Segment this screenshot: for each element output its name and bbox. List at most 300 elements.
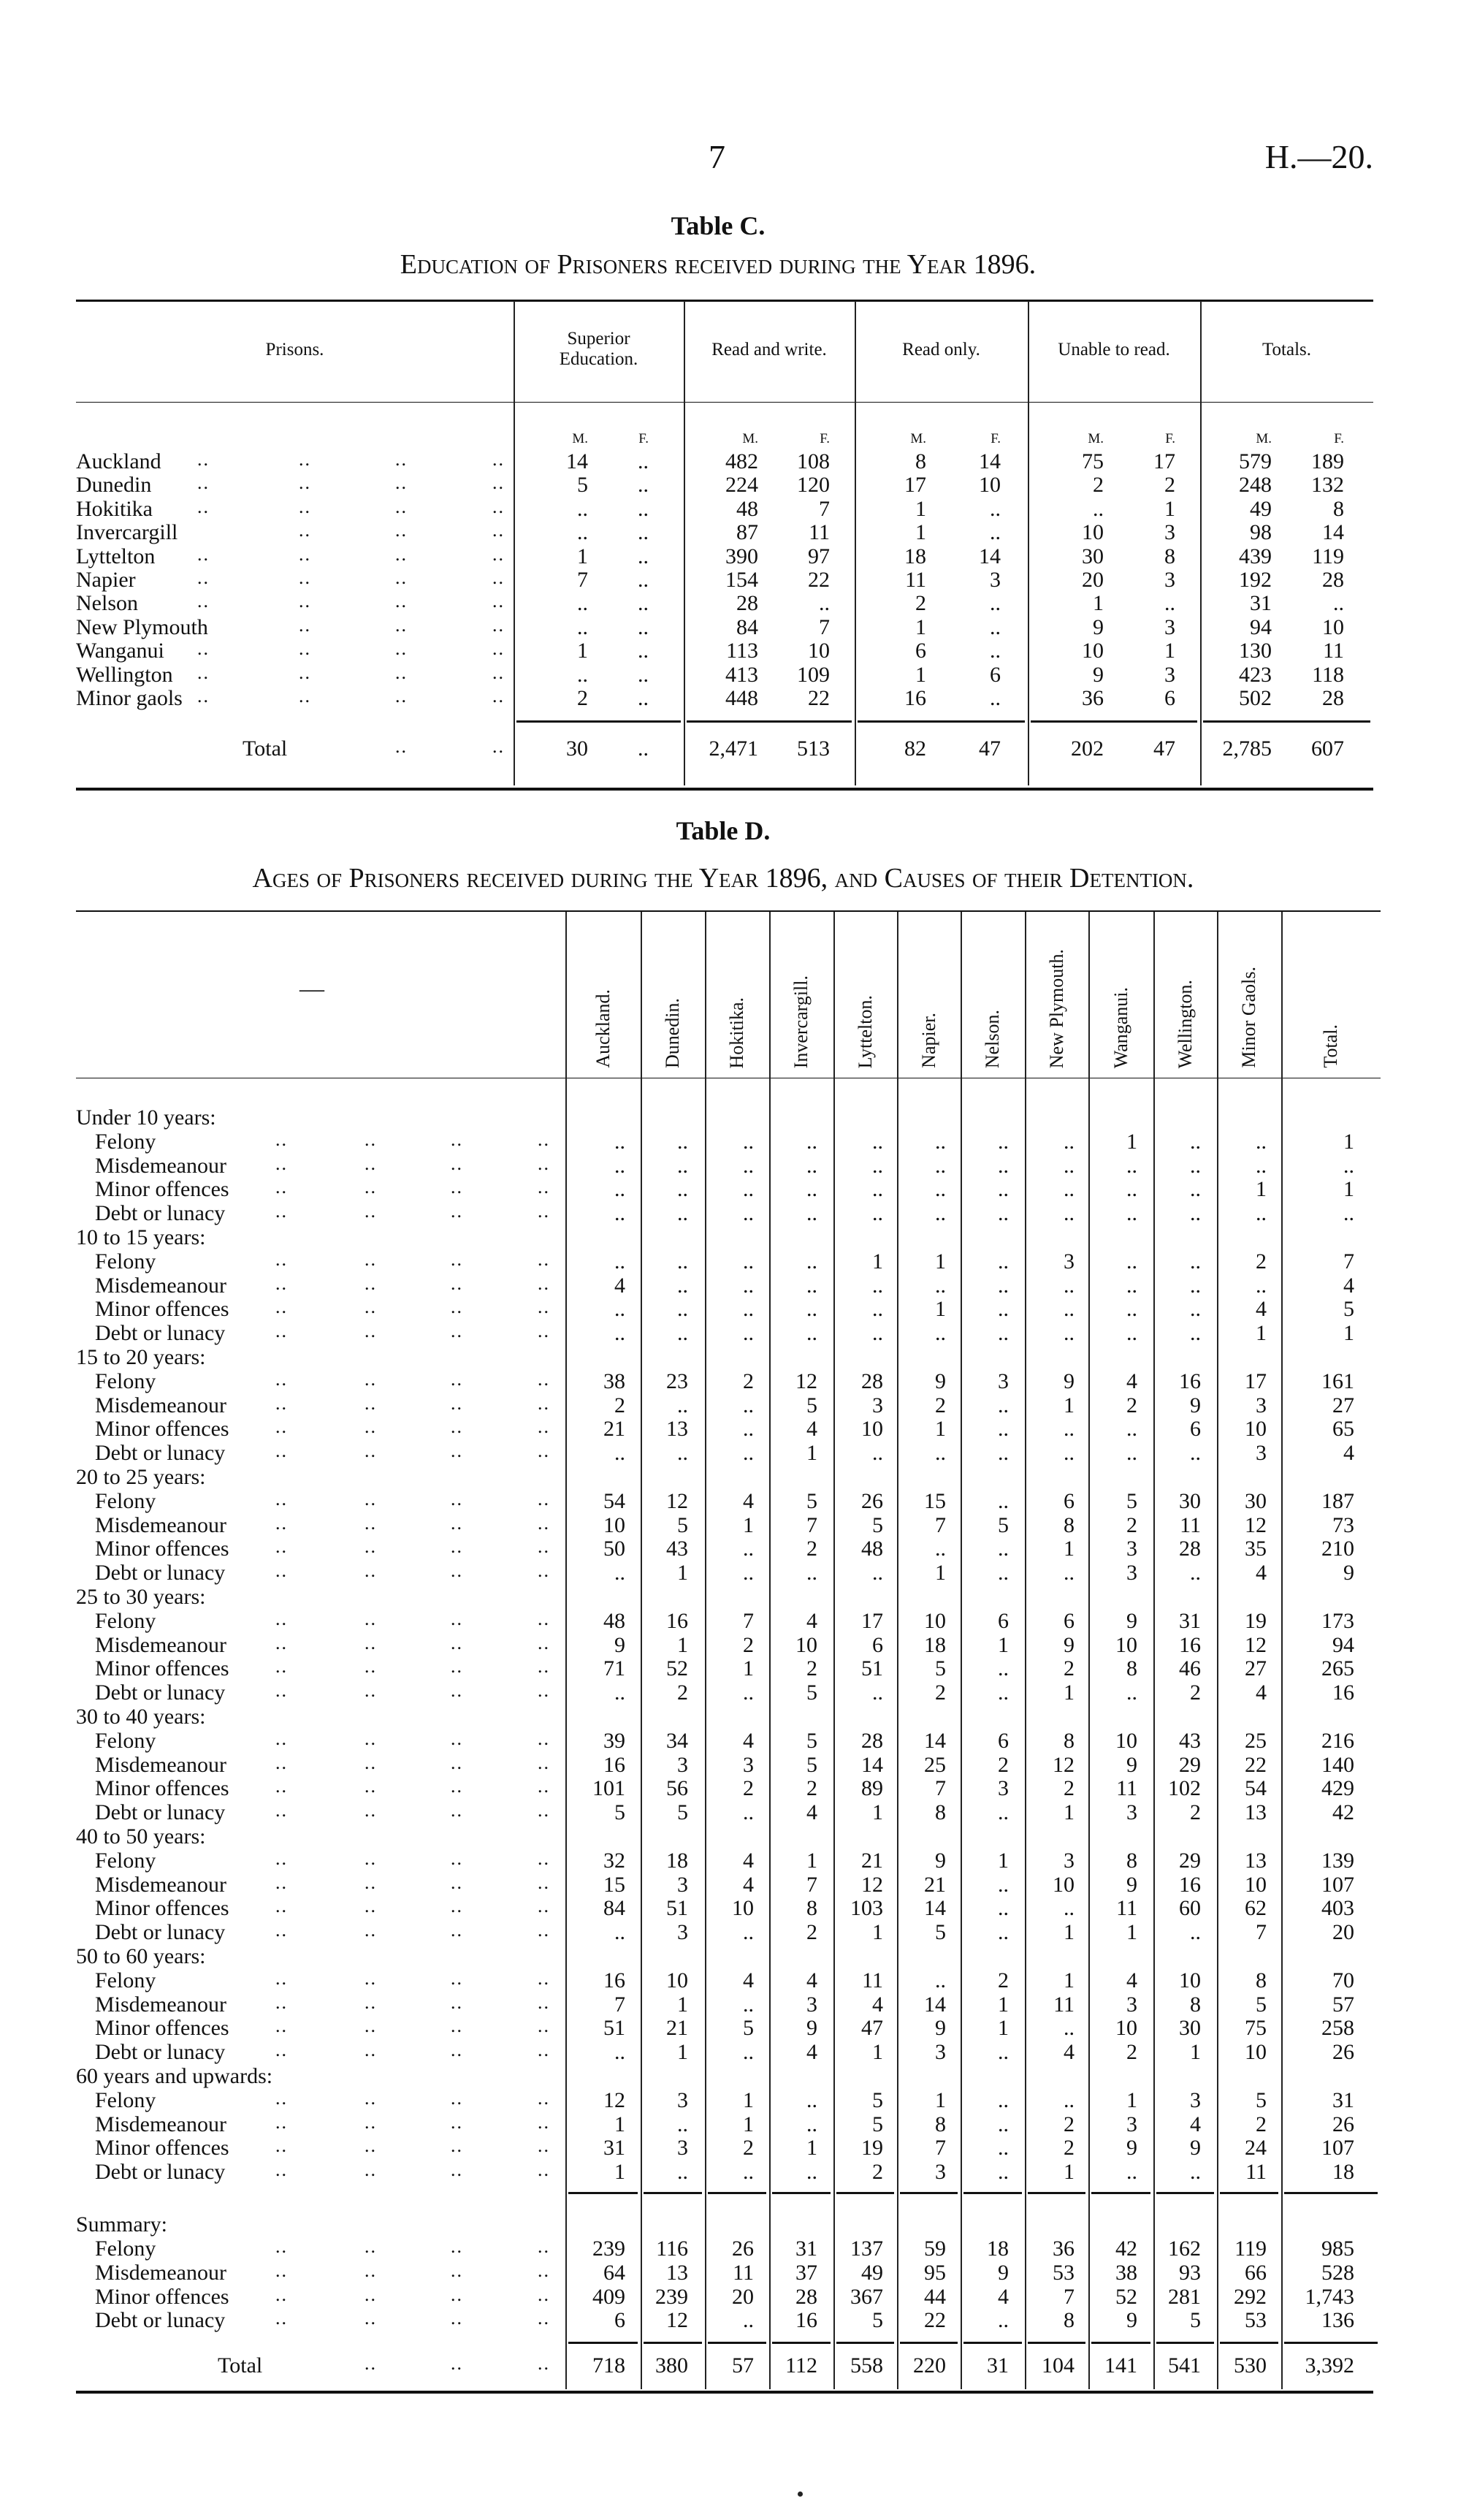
cell-value: 390 [725, 544, 758, 568]
summary-separator [1220, 2192, 1278, 2194]
cell-value: 265 [1321, 1656, 1354, 1681]
cell-value: 448 [725, 686, 758, 710]
cell-value: .. [998, 1896, 1009, 1921]
cell-value: .. [998, 1680, 1009, 1705]
leader-dots [538, 1439, 550, 1463]
leader-dots [275, 1870, 288, 1895]
leader-dots [451, 1534, 463, 1559]
leader-dots [538, 2258, 550, 2283]
cell-value: .. [677, 1297, 688, 1322]
column-divider [1281, 912, 1283, 2389]
cell-value: 530 [1234, 2353, 1267, 2378]
cell-value: .. [998, 1537, 1009, 1561]
cell-value: 3 [872, 1393, 883, 1417]
leader-dots [275, 1175, 288, 1200]
cell-value: 1 [1190, 2040, 1201, 2065]
leader-dots [538, 2234, 550, 2259]
leader-dots [451, 1607, 463, 1632]
leader-dots [395, 613, 408, 638]
offence-label: Minor offences [95, 1896, 229, 1921]
cell-value: 32 [603, 1848, 625, 1873]
cell-value: 216 [1321, 1728, 1354, 1753]
leader-dots [538, 1918, 550, 1943]
cell-value: 13 [666, 2260, 688, 2285]
cell-value: .. [743, 1537, 754, 1561]
cell-value: 1 [1064, 1968, 1075, 1992]
cell-value: 1 [915, 496, 926, 521]
cell-value: 482 [725, 449, 758, 473]
cell-value: 11 [809, 520, 830, 545]
cell-value: 12 [861, 1872, 883, 1897]
cell-value: .. [990, 614, 1001, 639]
cell-value: .. [806, 2112, 817, 2136]
offence-label: Felony [95, 1129, 156, 1154]
age-group-label: 40 to 50 years: [76, 1824, 206, 1849]
summary-separator [1284, 2192, 1378, 2194]
leader-dots [364, 1415, 377, 1439]
leader-dots [364, 1631, 377, 1656]
cell-value: 89 [861, 1776, 883, 1801]
leader-dots [538, 1487, 550, 1512]
cell-value: .. [1190, 1177, 1201, 1202]
cell-value: 8 [915, 449, 926, 473]
cell-value: .. [638, 568, 649, 592]
leader-dots [364, 1846, 377, 1871]
cell-value: 2 [743, 1369, 754, 1393]
leader-dots [451, 1990, 463, 2015]
cell-value: .. [743, 2160, 754, 2185]
leader-dots [275, 1966, 288, 1991]
cell-value: 48 [736, 496, 758, 521]
cell-value: 48 [603, 1608, 625, 1633]
column-divider [833, 912, 835, 2389]
column-header-invercargill: Invercargill. [790, 975, 812, 1068]
cell-value: .. [614, 1920, 625, 1945]
cell-value: 1 [577, 639, 588, 663]
sex-label: F. [991, 431, 1001, 446]
cell-value: .. [677, 1153, 688, 1178]
cell-value: 985 [1321, 2237, 1354, 2261]
cell-value: 44 [924, 2284, 946, 2309]
cell-value: 119 [1312, 544, 1344, 568]
cell-value: .. [806, 1561, 817, 1586]
leader-dots [395, 471, 408, 495]
leader-dots [538, 1391, 550, 1416]
cell-value: 4 [1343, 1273, 1354, 1298]
cell-value: 4 [1256, 1297, 1267, 1322]
cell-value: .. [806, 1177, 817, 1202]
leader-dots [299, 495, 311, 519]
cell-value: 42 [1115, 2237, 1137, 2261]
cell-value: 84 [603, 1896, 625, 1921]
leader-dots [538, 2038, 550, 2063]
cell-value: 2 [1093, 473, 1104, 498]
cell-value: 1,743 [1305, 2284, 1354, 2309]
cell-value: .. [614, 1153, 625, 1178]
cell-value: 2 [1126, 2040, 1137, 2065]
cell-value: 4 [806, 1800, 817, 1825]
cell-value: .. [577, 520, 588, 545]
leader-dots [538, 2133, 550, 2158]
cell-value: 31 [795, 2237, 817, 2261]
cell-value: 3 [998, 1369, 1009, 1393]
cell-value: 52 [666, 1656, 688, 1681]
cell-value: 10 [979, 473, 1001, 498]
cell-value: 2 [935, 1680, 946, 1705]
offence-label: Debt or lunacy [95, 1321, 226, 1346]
column-group-header: Superior Education. [559, 329, 638, 369]
offence-label: Felony [95, 1488, 156, 1513]
cell-value: .. [743, 1393, 754, 1417]
cell-value: 2 [806, 1656, 817, 1681]
cell-value: .. [638, 614, 649, 639]
cell-value: 21 [603, 1417, 625, 1442]
cell-value: 10 [1245, 1872, 1267, 1897]
cell-value: .. [743, 1441, 754, 1466]
cell-value: 1 [872, 1800, 883, 1825]
leader-dots [275, 2038, 288, 2063]
cell-value: 607 [1311, 736, 1344, 761]
cell-value: .. [935, 1153, 946, 1178]
cell-value: 3 [677, 2087, 688, 2112]
cell-value: .. [998, 2112, 1009, 2136]
cell-value: 10 [1245, 2040, 1267, 2065]
leader-dots [364, 2086, 377, 2111]
leader-dots [364, 2306, 377, 2331]
age-group-label: 15 to 20 years: [76, 1345, 206, 1369]
leader-dots [492, 589, 505, 614]
cell-value: .. [1064, 1896, 1075, 1921]
leader-dots [538, 1870, 550, 1895]
leader-dots [538, 1199, 550, 1224]
leader-dots [275, 2110, 288, 2135]
age-group-label: 60 years and upwards: [76, 2064, 273, 2088]
leader-dots [299, 661, 311, 685]
leader-dots [364, 1391, 377, 1416]
cell-value: 367 [850, 2284, 883, 2309]
leader-dots [395, 566, 408, 590]
offence-label: Felony [95, 1369, 156, 1393]
cell-value: .. [1126, 1321, 1137, 1346]
cell-value: .. [998, 1249, 1009, 1274]
cell-value: 1 [614, 2160, 625, 2185]
leader-dots [451, 1151, 463, 1176]
cell-value: 3 [1126, 1800, 1137, 1825]
cell-value: 3 [806, 1992, 817, 2017]
cell-value: 13 [666, 1417, 688, 1442]
cell-value: .. [1256, 1153, 1267, 1178]
cell-value: 57 [1332, 1992, 1354, 2017]
leader-dots [364, 2234, 377, 2259]
leader-dots [538, 1558, 550, 1583]
leader-dots [492, 566, 505, 590]
cell-value: .. [638, 496, 649, 521]
cell-value: 7 [1343, 1249, 1354, 1274]
cell-value: 3 [1126, 1537, 1137, 1561]
cell-value: 4 [743, 1872, 754, 1897]
cell-value: 21 [924, 1872, 946, 1897]
cell-value: .. [1190, 1153, 1201, 1178]
cell-value: 4 [1126, 1369, 1137, 1393]
cell-value: 18 [666, 1848, 688, 1873]
cell-value: 6 [1190, 1417, 1201, 1442]
leader-dots [299, 542, 311, 567]
cell-value: 2 [806, 1920, 817, 1945]
cell-value: 1 [1256, 1177, 1267, 1202]
leader-dots [275, 1391, 288, 1416]
sex-label: M. [1088, 431, 1104, 446]
cell-value: .. [743, 1249, 754, 1274]
leader-dots [538, 1966, 550, 1991]
cell-value: .. [998, 1153, 1009, 1178]
cell-value: 139 [1321, 1848, 1354, 1873]
cell-value: .. [614, 1201, 625, 1226]
cell-value: 4 [998, 2284, 1009, 2309]
offence-label: Minor offences [95, 2136, 229, 2161]
cell-value: 9 [1190, 1393, 1201, 1417]
table-c-header-rule [76, 402, 1373, 403]
cell-value: 38 [603, 1369, 625, 1393]
cell-value: .. [998, 1201, 1009, 1226]
leader-dots [492, 661, 505, 685]
leader-dots [364, 1534, 377, 1559]
cell-value: 5 [806, 1393, 817, 1417]
offence-label: Minor offences [95, 1417, 229, 1442]
cell-value: 1 [1343, 1177, 1354, 1202]
cell-value: 2 [743, 2136, 754, 2161]
cell-value: 31 [987, 2353, 1009, 2378]
cell-value: 1 [935, 1249, 946, 1274]
cell-value: 10 [1082, 639, 1104, 663]
leader-dots [451, 1798, 463, 1823]
leader-dots [275, 2158, 288, 2182]
cell-value: 5 [677, 1512, 688, 1537]
leader-dots [538, 1846, 550, 1871]
leader-dots [299, 447, 311, 472]
column-divider [769, 912, 771, 2389]
cell-value: 162 [1168, 2237, 1201, 2261]
cell-value: .. [935, 1321, 946, 1346]
cell-value: 9 [1093, 614, 1104, 639]
cell-value: 51 [666, 1896, 688, 1921]
total-separator [963, 2342, 1022, 2344]
cell-value: 34 [666, 1728, 688, 1753]
cell-value: 1 [614, 2112, 625, 2136]
leader-dots [364, 1367, 377, 1392]
cell-value: 29 [1179, 1848, 1201, 1873]
total-separator [836, 2342, 894, 2344]
cell-value: 5 [806, 1680, 817, 1705]
cell-value: .. [806, 1273, 817, 1298]
cell-value: .. [998, 1177, 1009, 1202]
cell-value: 5 [614, 1800, 625, 1825]
cell-value: 22 [1245, 1752, 1267, 1777]
cell-value: 14 [924, 1896, 946, 1921]
leader-dots [538, 1654, 550, 1679]
cell-value: 2 [1164, 473, 1175, 498]
leader-dots [197, 636, 210, 661]
column-divider [897, 912, 898, 2389]
cell-value: 16 [904, 686, 926, 710]
cell-value: .. [743, 1992, 754, 2017]
column-divider [1028, 301, 1029, 785]
prison-name: Napier [76, 568, 136, 592]
cell-value: 10 [924, 1608, 946, 1633]
cell-value: .. [677, 1201, 688, 1226]
cell-value: 2 [935, 1393, 946, 1417]
cell-value: 28 [1322, 568, 1344, 592]
cell-value: 5 [806, 1728, 817, 1753]
column-group-header: Read and write. [711, 340, 827, 359]
corner-dash: — [299, 975, 324, 1002]
table-c-subtitle: Education of Prisoners received during the Year 1896. [400, 249, 1037, 280]
table-c-bottom-rule [76, 788, 1373, 791]
cell-value: .. [638, 520, 649, 545]
sex-label: F. [1334, 431, 1344, 446]
cell-value: 1 [1126, 1129, 1137, 1154]
cell-value: 49 [1250, 496, 1272, 521]
cell-value: 4 [1126, 1968, 1137, 1992]
leader-dots [395, 447, 408, 472]
cell-value: .. [998, 2087, 1009, 2112]
cell-value: .. [872, 1177, 883, 1202]
cell-value: 12 [666, 1488, 688, 1513]
cell-value: 57 [732, 2353, 754, 2378]
cell-value: .. [935, 1441, 946, 1466]
column-header-lyttelton: Lyttelton. [854, 994, 876, 1068]
cell-value: 107 [1321, 1872, 1354, 1897]
cell-value: 9 [806, 2016, 817, 2041]
cell-value: .. [935, 1129, 946, 1154]
cell-value: 75 [1245, 2016, 1267, 2041]
leader-dots [492, 471, 505, 495]
offence-label: Minor offences [95, 1177, 229, 1202]
cell-value: 18 [924, 1632, 946, 1657]
cell-value: 11 [1180, 1512, 1201, 1537]
cell-value: .. [806, 1297, 817, 1322]
leader-dots [275, 1751, 288, 1775]
cell-value: 192 [1239, 568, 1272, 592]
leader-dots [197, 589, 210, 614]
prison-name: Wellington [76, 662, 173, 687]
cell-value: 52 [1115, 2284, 1137, 2309]
leader-dots [364, 1990, 377, 2015]
cell-value: .. [1064, 2016, 1075, 2041]
cell-value: 9 [935, 1848, 946, 1873]
cell-value: .. [872, 1441, 883, 1466]
cell-value: .. [998, 1321, 1009, 1346]
leader-dots [492, 495, 505, 519]
cell-value: 3,392 [1305, 2353, 1354, 2378]
column-divider [1025, 912, 1026, 2389]
leader-dots [364, 1894, 377, 1919]
cell-value: .. [743, 1201, 754, 1226]
cell-value: 4 [614, 1273, 625, 1298]
cell-value: 2 [1126, 1512, 1137, 1537]
cell-value: .. [806, 1153, 817, 1178]
cell-value: 21 [861, 1848, 883, 1873]
cell-value: 42 [1332, 1800, 1354, 1825]
cell-value: 210 [1321, 1537, 1354, 1561]
cell-value: 17 [1153, 449, 1175, 473]
cell-value: 8 [1164, 544, 1175, 568]
cell-value: 13 [1245, 1848, 1267, 1873]
cell-value: 1 [1064, 2160, 1075, 2185]
summary-separator [772, 2192, 831, 2194]
cell-value: .. [1190, 1249, 1201, 1274]
cell-value: .. [990, 639, 1001, 663]
cell-value: 1 [872, 1920, 883, 1945]
cell-value: 281 [1168, 2284, 1201, 2309]
cell-value: .. [638, 736, 649, 761]
summary-separator [1156, 2192, 1214, 2194]
leader-dots [275, 1319, 288, 1344]
cell-value: 4 [806, 1417, 817, 1442]
cell-value: 6 [998, 1608, 1009, 1633]
leader-dots [364, 1751, 377, 1775]
cell-value: 12 [603, 2087, 625, 2112]
cell-value: 65 [1332, 1417, 1354, 1442]
cell-value: 5 [806, 1752, 817, 1777]
cell-value: .. [998, 2308, 1009, 2333]
cell-value: 4 [1256, 1561, 1267, 1586]
cell-value: 15 [924, 1488, 946, 1513]
leader-dots [299, 518, 311, 543]
leader-dots [275, 1727, 288, 1751]
cell-value: 108 [797, 449, 830, 473]
cell-value: 38 [1115, 2260, 1137, 2285]
cell-value: 3 [1256, 1441, 1267, 1466]
cell-value: .. [806, 1249, 817, 1274]
leader-dots [451, 2351, 463, 2376]
column-divider [855, 301, 856, 785]
leader-dots [275, 1271, 288, 1296]
cell-value: 8 [1064, 2308, 1075, 2333]
cell-value: 14 [861, 1752, 883, 1777]
leader-dots [275, 1631, 288, 1656]
leader-dots [492, 684, 505, 709]
cell-value: 47 [979, 736, 1001, 761]
cell-value: .. [998, 1561, 1009, 1586]
sex-label: M. [572, 431, 588, 446]
cell-value: 3 [1126, 1992, 1137, 2017]
leader-dots [275, 1487, 288, 1512]
cell-value: .. [1126, 1177, 1137, 1202]
cell-value: 3 [1164, 614, 1175, 639]
cell-value: 30 [1179, 1488, 1201, 1513]
cell-value: 9 [1064, 1369, 1075, 1393]
cell-value: 49 [861, 2260, 883, 2285]
cell-value: .. [1190, 1129, 1201, 1154]
cell-value: 239 [592, 2237, 625, 2261]
leader-dots [451, 2306, 463, 2331]
leader-dots [451, 2258, 463, 2283]
cell-value: 1 [935, 2087, 946, 2112]
leader-dots [538, 1415, 550, 1439]
leader-dots [299, 471, 311, 495]
total-separator [900, 2342, 958, 2344]
cell-value: 5 [743, 2016, 754, 2041]
cell-value: 8 [1333, 496, 1344, 521]
cell-value: .. [1190, 1321, 1201, 1346]
cell-value: .. [1126, 1441, 1137, 1466]
cell-value: 28 [1322, 686, 1344, 710]
cell-value: 1 [806, 1848, 817, 1873]
leader-dots [451, 1487, 463, 1512]
cell-value: 7 [743, 1608, 754, 1633]
cell-value: 103 [850, 1896, 883, 1921]
leader-dots [364, 1678, 377, 1703]
